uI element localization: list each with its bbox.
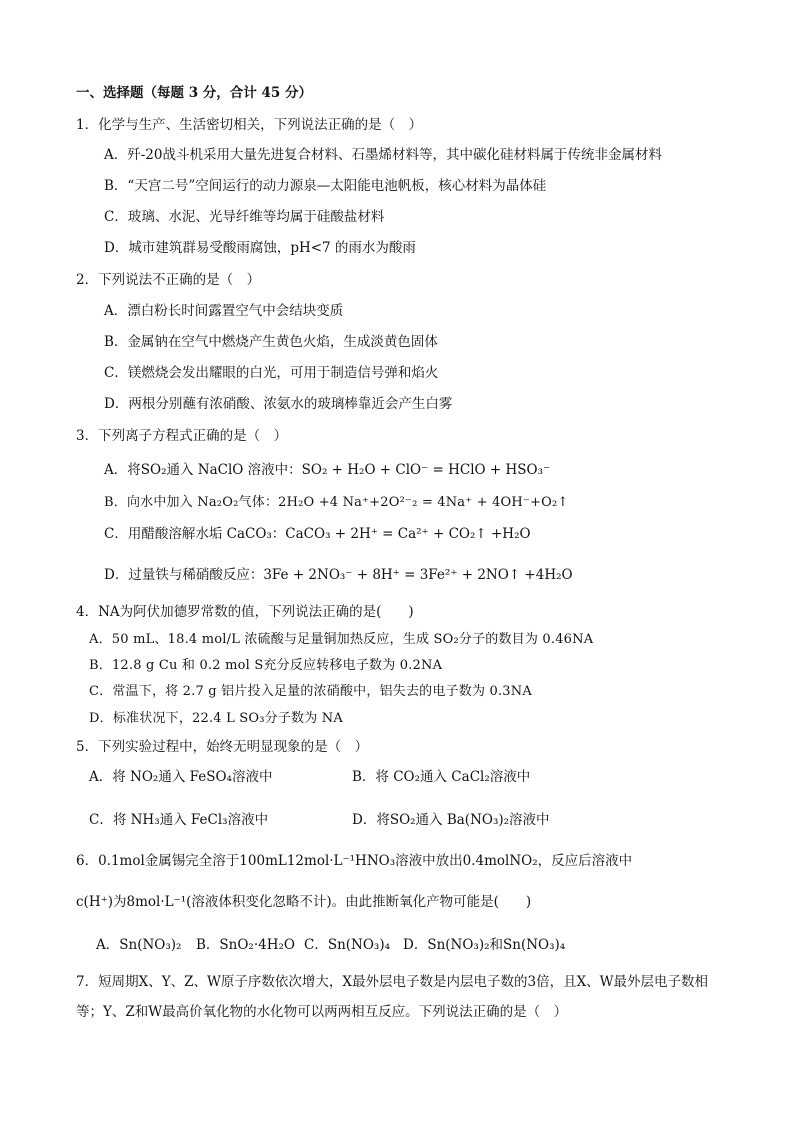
question-3-option-d: D．过量铁与稀硝酸反应：3Fe + 2NO₃⁻ + 8H⁺ = 3Fe²⁺ + 2NO↑ +4H₂O bbox=[104, 567, 573, 583]
question-5-option-b: B．将 CO₂通入 CaCl₂溶液中 bbox=[352, 769, 531, 785]
question-7-stem-line-2: 等；Y、Z和W最高价氧化物的水化物可以两两相互反应。下列说法正确的是（ ） bbox=[76, 1004, 568, 1020]
question-2-option-a: A．漂白粉长时间露置空气中会结块变质 bbox=[104, 303, 344, 319]
question-6-option-a: A．Sn(NO₃)₂ bbox=[96, 937, 182, 953]
question-6-stem-line-1: 6．0.1mol金属锡完全溶于100mL12mol·L⁻¹HNO₃溶液中放出0.4molNO₂，反应后溶液中 bbox=[76, 853, 633, 869]
question-3-option-b: B．向水中加入 Na₂O₂气体：2H₂O +4 Na⁺+2O²⁻₂ = 4Na⁺ + 4OH⁻+O₂↑ bbox=[104, 495, 569, 510]
question-2-option-d: D．两根分别蘸有浓硝酸、浓氨水的玻璃棒靠近会产生白雾 bbox=[104, 396, 453, 412]
question-3-stem: 3．下列离子方程式正确的是（ ） bbox=[76, 428, 288, 444]
question-5-option-c: C．将 NH₃通入 FeCl₃溶液中 bbox=[89, 812, 269, 828]
question-1-option-b: B．“天宫二号”空间运行的动力源泉—太阳能电池帆板，核心材料为晶体硅 bbox=[104, 178, 547, 194]
question-1-option-d: D．城市建筑群易受酸雨腐蚀，pH<7 的雨水为酸雨 bbox=[104, 240, 416, 256]
question-6-stem-line-2: c(H⁺)为8mol·L⁻¹(溶液体积变化忽略不计)。由此推断氧化产物可能是( ) bbox=[76, 894, 532, 910]
section-title: 一、选择题（每题 3 分，合计 45 分） bbox=[76, 85, 312, 101]
question-4-option-a: A．50 mL、18.4 mol/L 浓硫酸与足量铜加热反应，生成 SO₂分子的数目为 0.46NA bbox=[89, 632, 594, 647]
question-4-option-d: D．标准状况下，22.4 L SO₃分子数为 NA bbox=[89, 711, 343, 726]
question-2-stem: 2．下列说法不正确的是（ ） bbox=[76, 272, 261, 288]
question-2-option-b: B．金属钠在空气中燃烧产生黄色火焰，生成淡黄色固体 bbox=[104, 334, 438, 350]
question-7-stem-line-1: 7．短周期X、Y、Z、W原子序数依次增大，X最外层电子数是内层电子数的3倍，且X、W最外层电子数相 bbox=[76, 974, 709, 990]
question-1-option-c: C．玻璃、水泥、光导纤维等均属于硅酸盐材料 bbox=[104, 209, 385, 225]
question-3-option-a: A．将SO₂通入 NaClO 溶液中：SO₂ + H₂O + ClO⁻ = HClO + HSO₃⁻ bbox=[104, 462, 551, 478]
question-1-option-a: A．歼-20战斗机采用大量先进复合材料、石墨烯材料等，其中碳化硅材料属于传统非金属材料 bbox=[104, 147, 662, 163]
question-5-option-d: D．将SO₂通入 Ba(NO₃)₂溶液中 bbox=[352, 812, 550, 828]
question-5-option-a: A．将 NO₂通入 FeSO₄溶液中 bbox=[89, 769, 273, 785]
question-3-option-c: C．用醋酸溶解水垢 CaCO₃：CaCO₃ + 2H⁺ = Ca²⁺ + CO₂↑ +H₂O bbox=[104, 526, 531, 542]
question-4-option-c: C．常温下，将 2.7 g 铝片投入足量的浓硝酸中，铝失去的电子数为 0.3NA bbox=[89, 684, 532, 699]
question-6-option-c: C．Sn(NO₃)₄ bbox=[304, 937, 391, 953]
question-1-stem: 1．化学与生产、生活密切相关，下列说法正确的是（ ） bbox=[76, 117, 423, 133]
question-4-option-b: B．12.8 g Cu 和 0.2 mol S充分反应转移电子数为 0.2NA bbox=[89, 658, 443, 673]
question-2-option-c: C．镁燃烧会发出耀眼的白光，可用于制造信号弹和焰火 bbox=[104, 365, 439, 381]
question-5-stem: 5．下列实验过程中，始终无明显现象的是（ ） bbox=[76, 739, 369, 755]
question-6-option-b: B．SnO₂·4H₂O bbox=[196, 937, 295, 953]
question-4-stem: 4．NA为阿伏加德罗常数的值，下列说法正确的是( ) bbox=[76, 604, 414, 620]
question-6-option-d: D．Sn(NO₃)₂和Sn(NO₃)₄ bbox=[403, 937, 566, 953]
